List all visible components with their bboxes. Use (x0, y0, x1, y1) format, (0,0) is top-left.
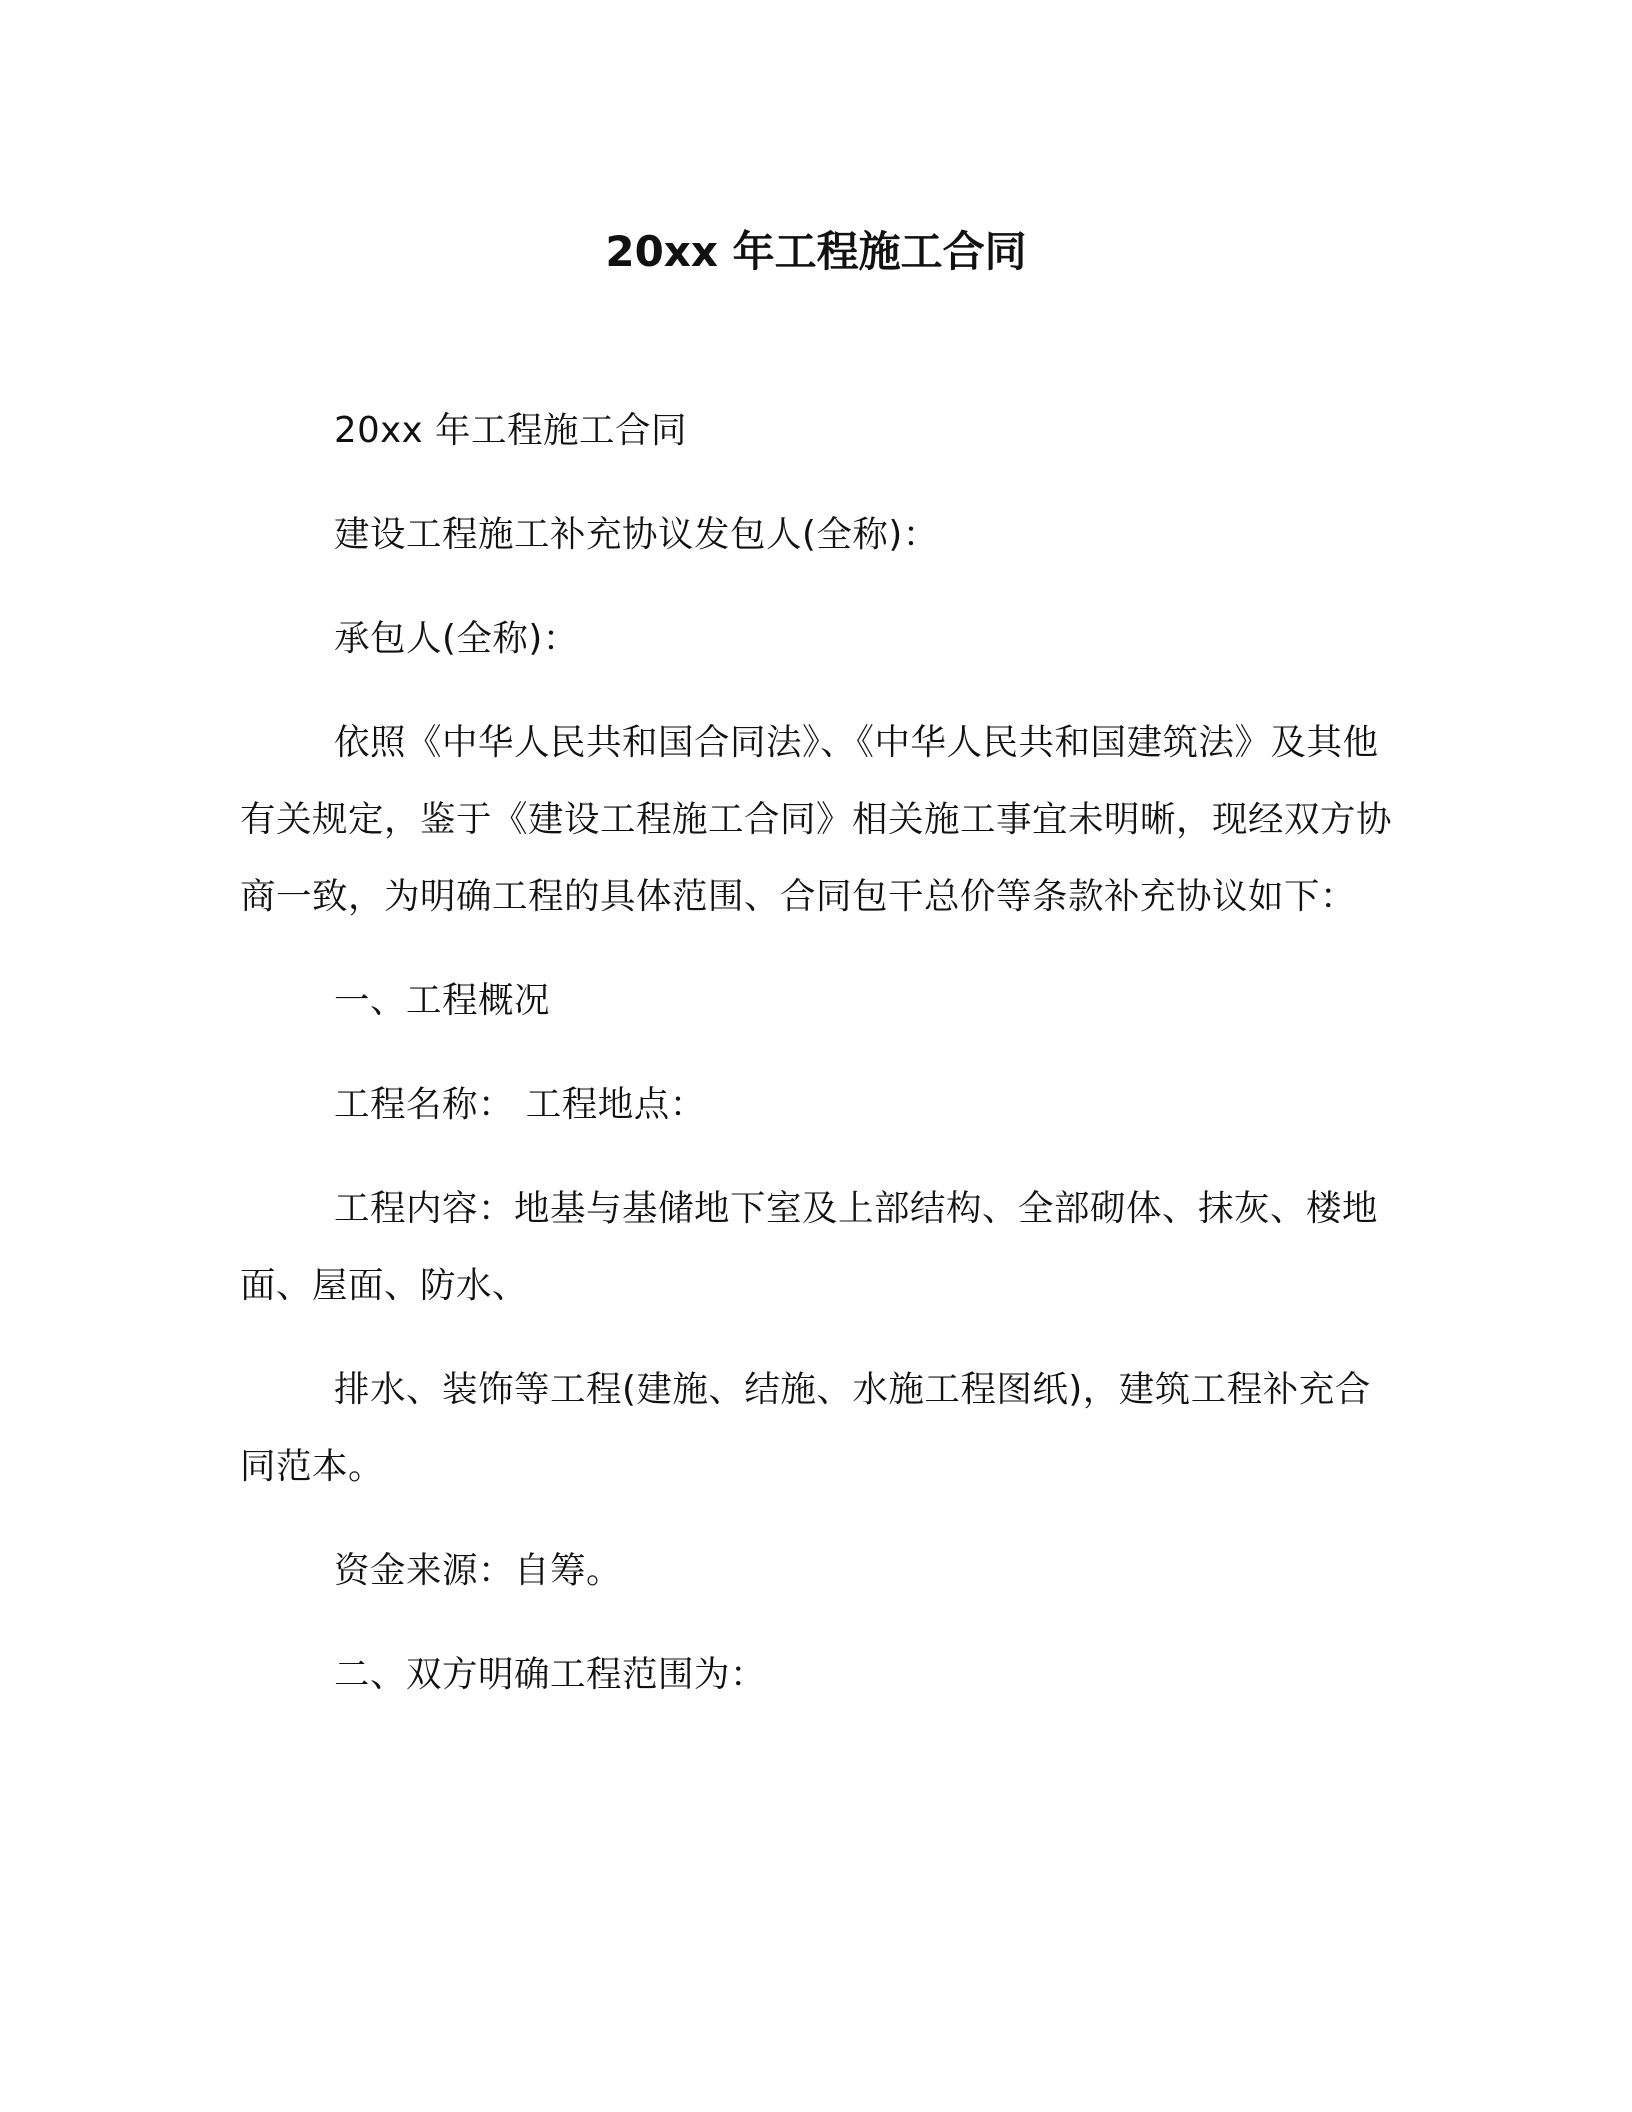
paragraph-drainage-decoration: 排水、装饰等工程(建施、结施、水施工程图纸)，建筑工程补充合同范本。 (240, 1369, 1371, 1487)
document-title: 20xx 年工程施工合同 (605, 227, 1027, 276)
paragraph-funding-source: 资金来源：自筹。 (334, 1550, 623, 1591)
paragraph-project-name-location: 工程名称： 工程地点： (334, 1084, 706, 1125)
paragraph-legal-basis: 依照《中华人民共和国合同法》、《中华人民共和国建筑法》及其他有关规定，鉴于《建设工程施工合同》相关施工事宜未明晰，现经双方协商一致，为明确工程的具体范围、合同包干总价等条款补充协议如下： (240, 722, 1393, 917)
document-body (240, 392, 1392, 1713)
section-heading-scope: 二、双方明确工程范围为： (334, 1654, 767, 1695)
section-heading-overview: 一、工程概况 (334, 980, 551, 1021)
paragraph-subtitle: 20xx 年工程施工合同 (334, 410, 687, 451)
paragraph-employer: 建设工程施工补充协议发包人(全称)： (334, 514, 939, 555)
paragraph-project-content: 工程内容：地基与基储地下室及上部结构、全部砌体、抹灰、楼地面、屋面、防水、 (240, 1188, 1379, 1306)
paragraph-contractor: 承包人(全称)： (334, 618, 579, 659)
